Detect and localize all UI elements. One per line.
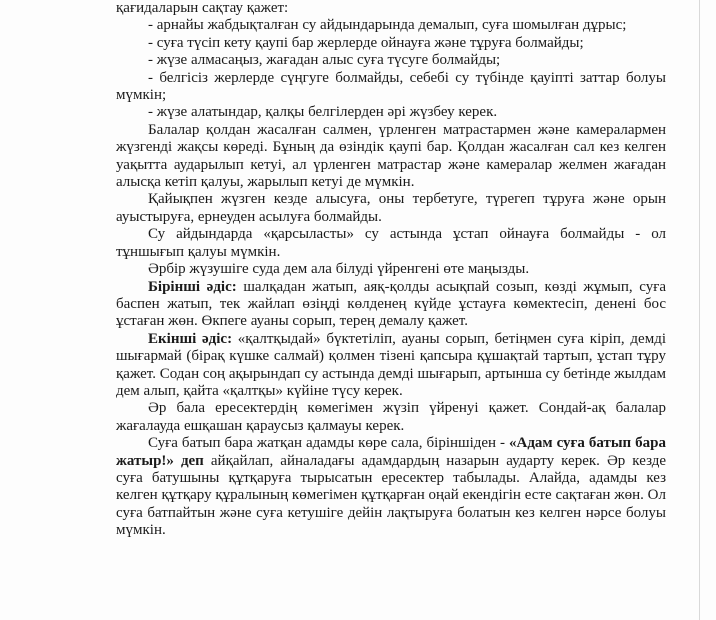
rescue-shout: «Адам суға батып бара жатыр!» деп	[116, 435, 666, 469]
paragraph: Әр бала ересектердің көмегімен жүзіп үйренуі қажет. Сондай-ақ балалар жағалауда ешқашан қараусыз қалмауы керек.	[116, 400, 666, 434]
paragraph: Әрбір жүзушіге суда дем ала білуді үйренгені өте маңызды.	[148, 261, 530, 278]
rescue-paragraph	[116, 435, 666, 539]
rescue-text-start: Суға батып бара жатқан адамды көре сала, біріншіден -	[148, 435, 509, 452]
method-one-paragraph	[116, 279, 666, 331]
rule-item: - суға түсіп кету қаупі бар жерлерде ойнауға және тұруға болмайды;	[148, 34, 584, 51]
rule-item: - арнайы жабдықталған су айдындарында демалып, суға шомылған дұрыс;	[148, 17, 627, 34]
method-one-heading: Бірінші әдіс:	[148, 278, 237, 295]
document-body	[116, 0, 666, 540]
method-two-text: «қалтқыдай» бүктетіліп, ауаны сорып, бетіңмен суға кіріп, демді шығармай (бірақ күшке салмай) қолмен тізені қапсыра құшақтай тартып, ұстап тұру қажет. Содан соң ақырындап су астында демді шығарып, артынша су бетінде жылдам дем алып, қайта «қалтқы» күйіне түсу керек.	[116, 330, 666, 399]
paragraph: қағидаларын сақтау қажет:	[116, 0, 289, 16]
rule-item: - жүзе алатындар, қалқы белгілерден әрі жүзбеу керек.	[148, 104, 498, 121]
method-one-text: шалқадан жатып, аяқ-қолды асықпай созып, көзді жұмып, суға баспен жатып, тек жайлап өзіңді көлденең күйде ұстауға көмектесіп, денені бос ұстаған жөн. Өкпеге ауаны сорып, терең демалу қажет.	[116, 278, 667, 330]
page-edge-line	[699, 0, 700, 620]
paragraph: Су айдындарда «қарсыласты» су астында ұстап ойнауға болмайды - ол тұншығып қалуы мүмкін.	[116, 226, 666, 260]
rule-item: - жүзе алмасаңыз, жағадан алыс суға түсуге болмайды;	[148, 52, 501, 69]
method-two-paragraph	[116, 331, 666, 401]
rescue-text-end: айқайлап, айналадағы адамдардың назарын аударту керек. Әр кезде суға батушыны құтқаруға тырысатын ересектер табылады. Алайда, адамды кез келген құтқару құралының көмегімен құтқарған оңай екендігін есте сақтаған жөн. Ол суға батпайтын және суға кетушіге дейін лақтыруға болатын кез келген нәрсе болуы мүмкін.	[116, 452, 667, 539]
rule-item: - белгісіз жерлерде сүңгуге болмайды, себебі су түбінде қауіпті заттар болуы мүмкін;	[116, 69, 666, 104]
method-two-heading: Екінші әдіс:	[148, 330, 233, 347]
paragraph: Балалар қолдан жасалған салмен, үрленген матрастармен және камералармен жүзгенді жақсы көреді. Бұның да өзіндік қаупі бар. Қолдан жасалған сал кез келген уақытта аударылып кетуі, ал үрленген матрастар және камералар желмен жағадан алысқа кетіп қалуы, жарылып кетуі де мүмкін.	[116, 121, 666, 191]
paragraph: Қайықпен жүзген кезде алысуға, оны тербетуге, түрегеп тұруға және орын ауыстыруға, ернеуден асылуға болмайды.	[116, 191, 666, 225]
